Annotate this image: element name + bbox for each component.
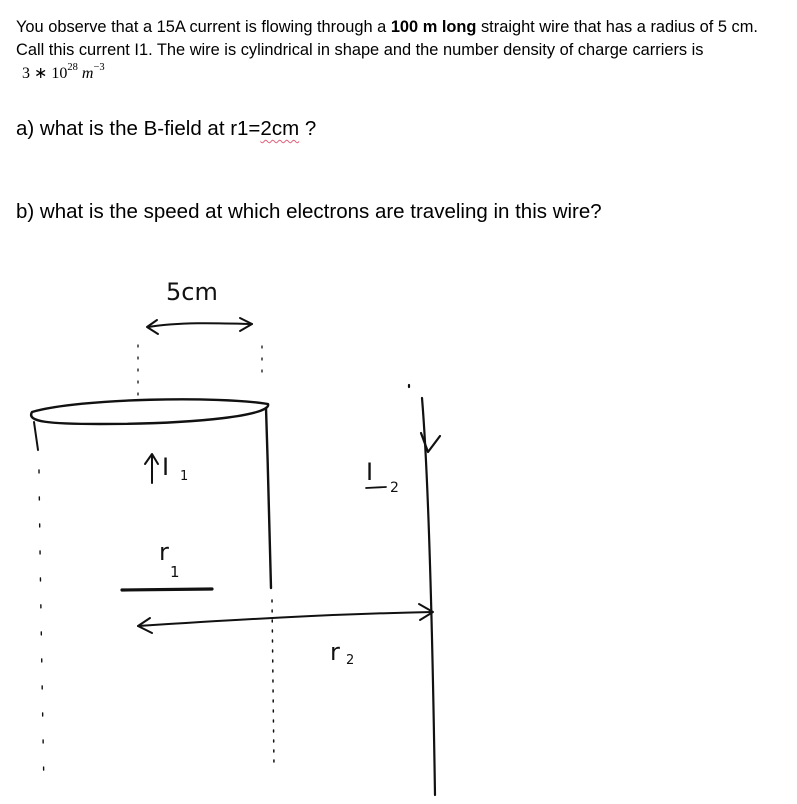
question-a-end: ? xyxy=(299,117,317,140)
cylinder-wire xyxy=(31,399,271,588)
r2-label: r xyxy=(330,638,340,666)
wire-length-bold: 100 m long xyxy=(390,18,477,36)
cylinder-right-extension xyxy=(272,600,274,768)
current-2-label: I xyxy=(366,458,374,486)
question-a-value: 2cm xyxy=(260,117,300,140)
density-unit: m xyxy=(81,65,94,82)
diameter-guide-lines xyxy=(138,345,262,395)
question-a-text: a) what is the B-field at r1= xyxy=(16,117,261,140)
current-1-label: I xyxy=(162,453,170,481)
r2-subscript: 2 xyxy=(346,653,355,668)
current-1-subscript: 1 xyxy=(180,469,189,484)
r1-subscript: 1 xyxy=(170,563,180,581)
r1-label: r xyxy=(159,538,169,566)
density-unit-exponent: −3 xyxy=(93,62,105,73)
question-b: b) what is the speed at which electrons are traveling in this wire? xyxy=(16,200,602,223)
current-2-underbar xyxy=(366,487,386,488)
current-2-subscript: 2 xyxy=(390,480,399,496)
density-mantissa: 3 ∗ 10 xyxy=(22,65,68,82)
diameter-label: 5cm xyxy=(166,278,218,306)
r2-arrow xyxy=(138,604,433,633)
intro-text-1: You observe that a 15A current is flowing through a xyxy=(16,18,391,36)
r1-bar xyxy=(122,589,212,590)
density-exponent: 28 xyxy=(67,62,78,73)
diameter-arrow xyxy=(147,318,252,334)
intro-text-2: straight wire that has a radius of 5 cm. Call this current I1. The wire is cylindrical in shape and the number density of charge carriers is xyxy=(16,18,758,59)
current-1-arrow xyxy=(145,454,158,483)
cylinder-left-edge xyxy=(39,470,44,790)
